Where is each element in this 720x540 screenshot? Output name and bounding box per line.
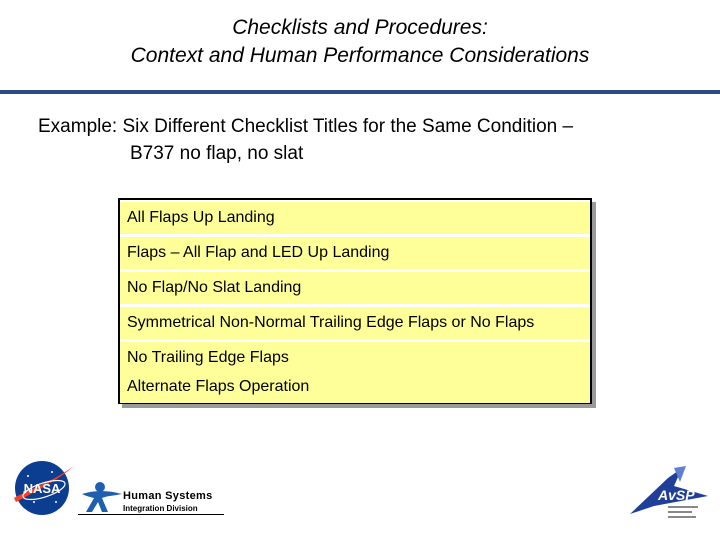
hsid-line-2: Integration Division [123, 504, 198, 513]
example-line-1: Example: Six Different Checklist Titles for the Same Condition – [38, 116, 574, 137]
slide-title [0, 14, 720, 70]
nasa-logo-text: NASA [23, 481, 61, 496]
hsid-underline [78, 514, 224, 515]
checklist-item: Symmetrical Non-Normal Trailing Edge Flaps or No Flaps [120, 307, 590, 339]
hsid-line-1: Human Systems [123, 490, 213, 502]
checklist-titles-box [118, 198, 592, 404]
hsid-logo [78, 480, 228, 520]
example-line-2: B737 no flap, no slat [130, 143, 304, 164]
checklist-item: No Trailing Edge Flaps [120, 342, 590, 374]
checklist-item: All Flaps Up Landing [120, 202, 590, 234]
avsp-logo-text: AvSP [658, 487, 695, 503]
checklist-item: Flaps – All Flap and LED Up Landing [120, 237, 590, 269]
title-line-2: Context and Human Performance Considerations [130, 44, 590, 67]
nasa-logo [8, 452, 78, 522]
title-divider [0, 90, 720, 94]
checklist-item: Alternate Flaps Operation [120, 371, 590, 403]
avsp-logo [624, 462, 712, 524]
title-line-1: Checklists and Procedures: [232, 16, 488, 39]
checklist-item: No Flap/No Slat Landing [120, 272, 590, 304]
example-heading [38, 113, 698, 167]
